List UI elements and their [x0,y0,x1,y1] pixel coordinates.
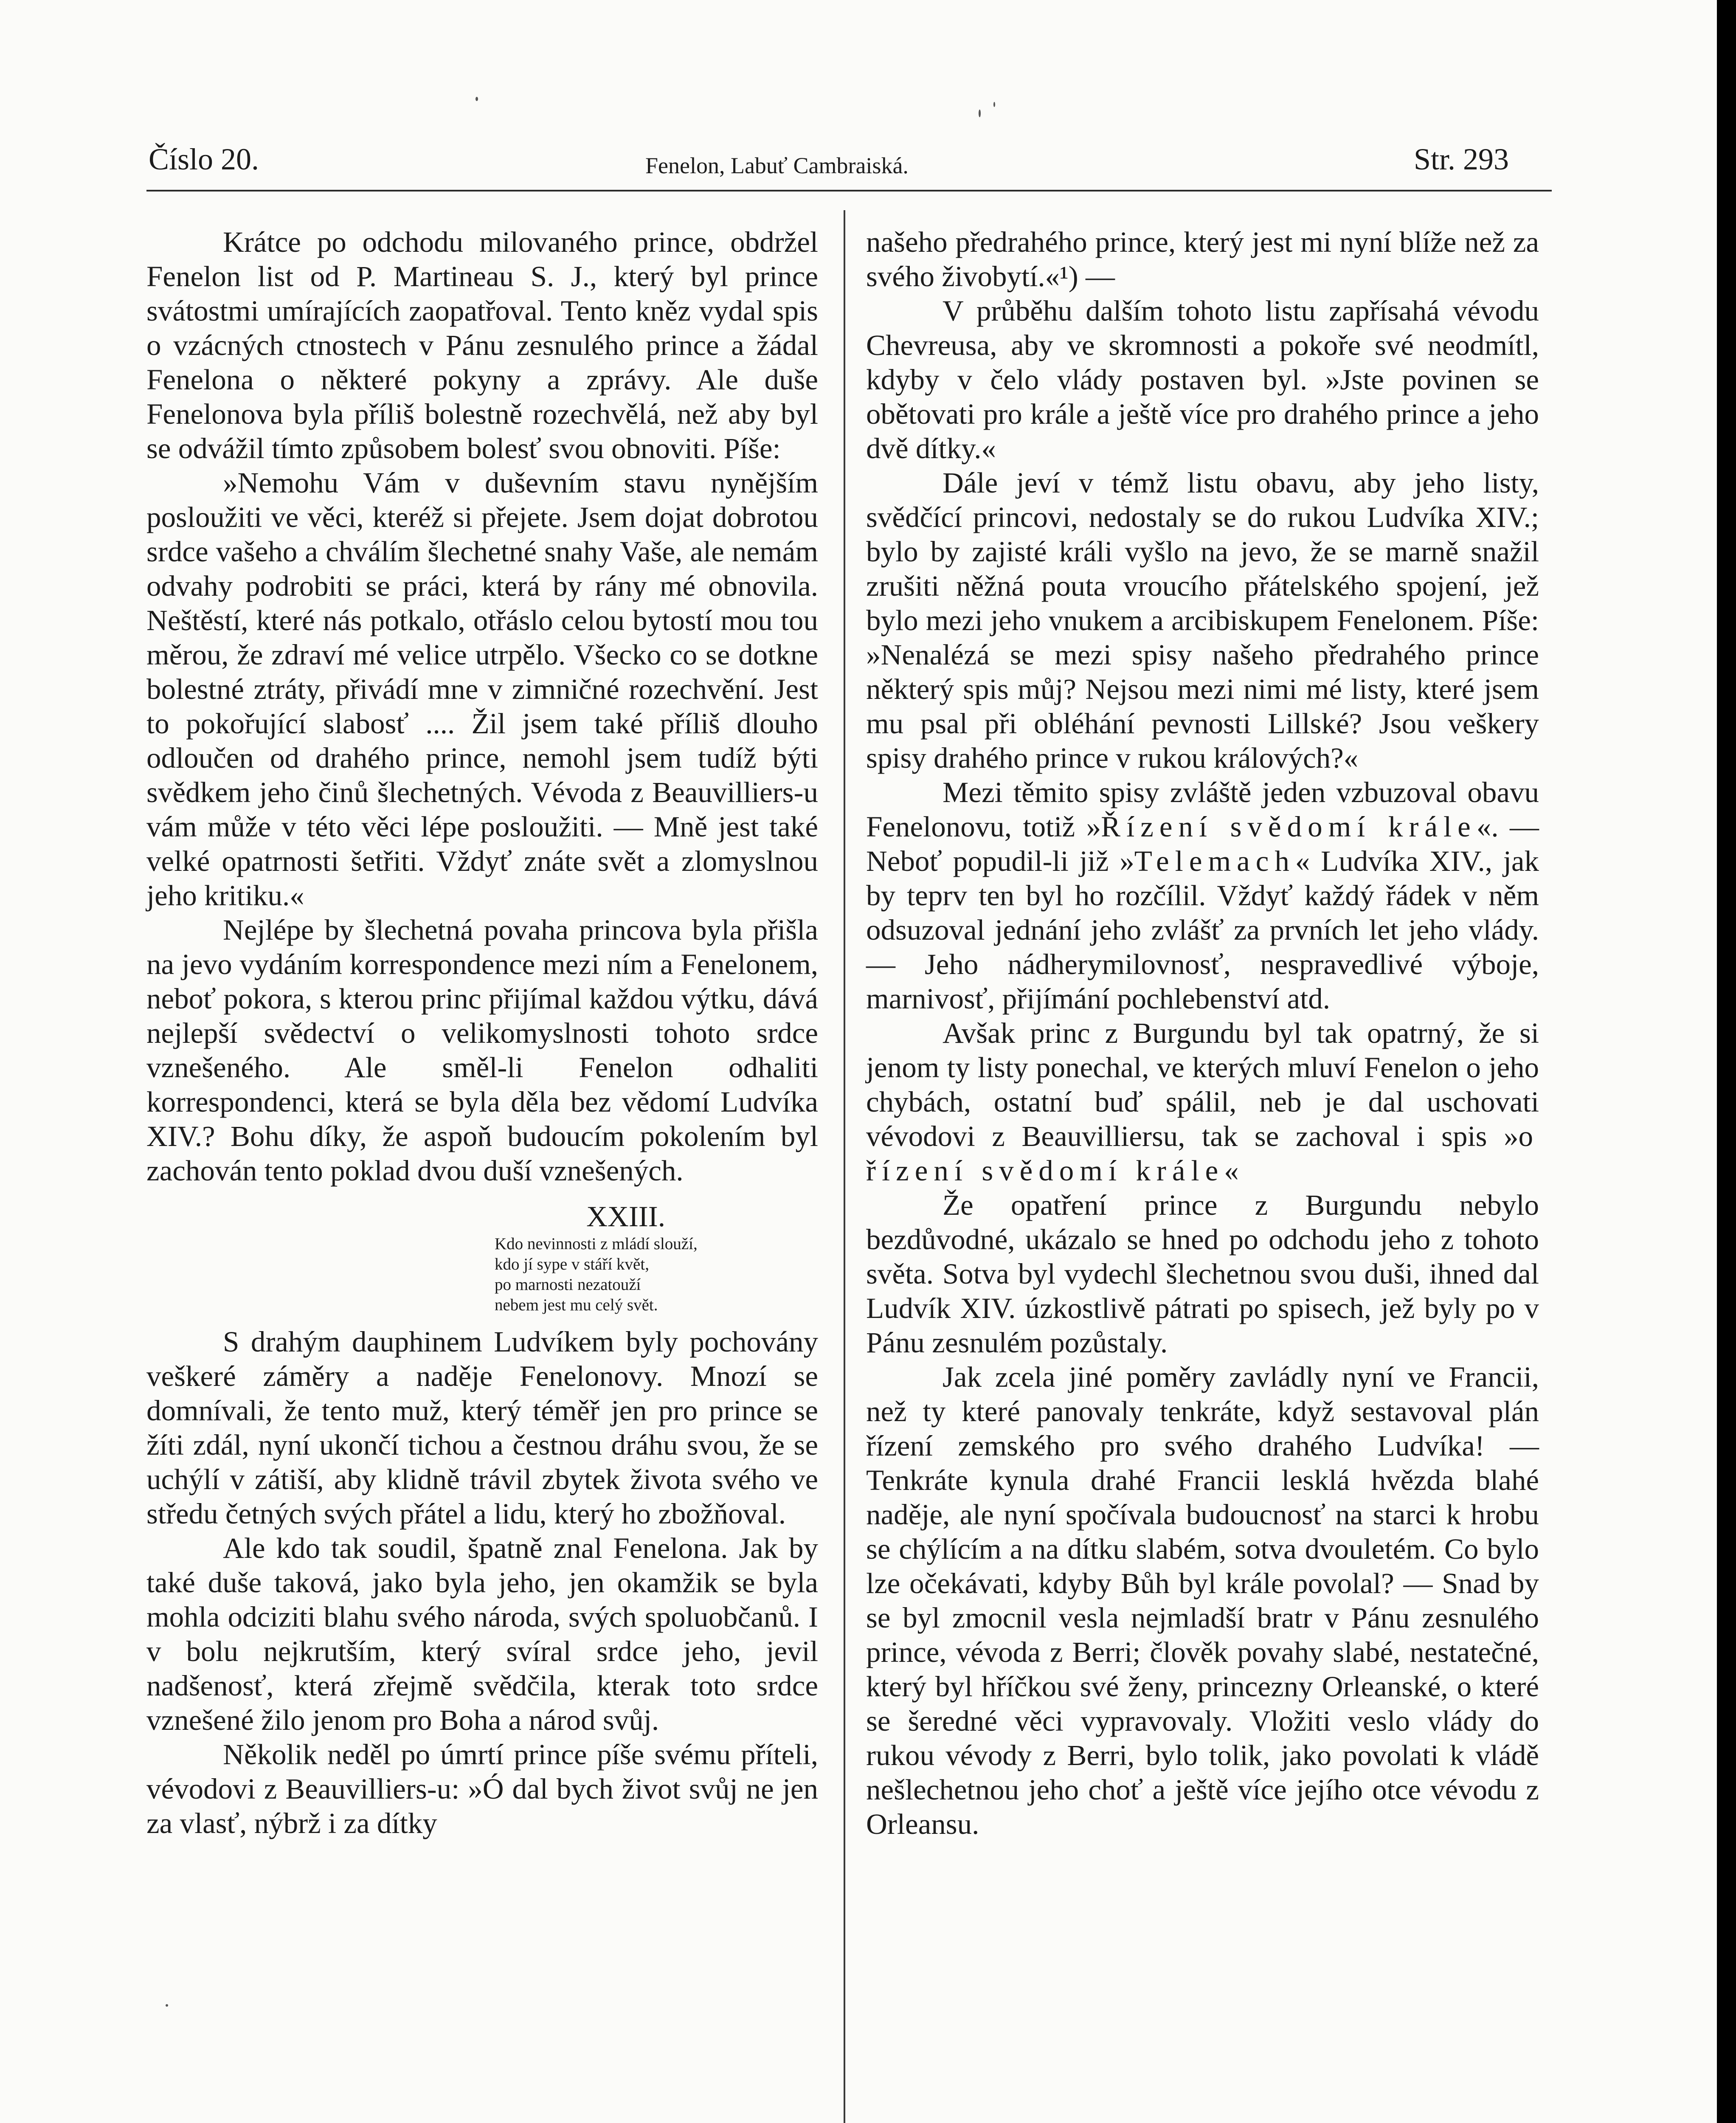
issue-number: Číslo 20. [149,142,259,176]
motto-line: nebem jest mu celý svět. [495,1296,658,1314]
motto-line: kdo jí sype v stáří květ, [495,1255,649,1273]
spaced-title: Telemach [1134,845,1295,877]
paragraph: našeho předrahého prince, který jest mi nyní blíže než za svého živobytí.«¹) — [866,226,1539,293]
paper-speck [476,97,478,101]
text-run: Avšak princ z Burgundu byl tak opatrný, že si jenom ty listy ponechal, ve kterých mluví Fenelon o jeho chybách, ostatní buď spálil, neb je dal uschovati vévodovi z Beauvilliersu, tak se zachoval i spis » [866,1017,1539,1152]
chapter-heading: XXIII. [586,1200,665,1233]
paragraph: Dále jeví v témž listu obavu, aby jeho listy, svědčící princovi, nedostaly se do rukou Ludvíka XIV.; bylo by zajisté králi vyšlo na jevo, že se marně snažil zrušiti něžná pouta vroucího přátelského spojení, jež bylo mezi jeho vnukem a arcibiskupem Fenelonem. Píše: »Nenalézá se mezi spisy našeho předrahého prince některý spis můj? Nejsou mezi nimi mé listy, které jsem mu psal při obléhání pevnosti Lillské? Jsou veškery spisy drahého prince v rukou králových?« [866,467,1539,774]
paragraph: Krátce po odchodu milovaného prince, obdržel Fenelon list od P. Martineau S. J., který byl prince svátostmi umírajících zaopatřoval. Tento kněz vydal spis o vzácných ctnostech v Pánu zesnulého prince a žádal Fenelona o některé pokyny a zprávy. Ale duše Fenelonova byla příliš bolestně rozechvělá, než aby byl se odvážil tímto způsobem bolesť svou obnoviti. Píše: [146,226,818,465]
motto-line: Kdo nevinnosti z mládí slouží, [495,1235,698,1253]
page-number: Str. 293 [1414,142,1509,176]
paragraph: »Nemohu Vám v duševním stavu nynějším posloužiti ve věci, kteréž si přejete. Jsem dojat dobrotou srdce vašeho a chválím šlechetné snahy Vaše, ale nemám odvahy podrobiti se práci, která by rány mé obnovila. Neštěstí, které nás potkalo, otřáslo celou bytostí mou tou měrou, že zdraví mé velice utrpělo. Všecko co se dotkne bolestné ztráty, přivádí mne v zimničné rozechvění. Jest to pokořující slabosť .... Žil jsem také příliš dlouho odloučen od drahého prince, nemohl jsem tudíž býti svědkem jeho činů šlechetných. Vévoda z Beauvilliers-u vám může v této věci lépe posloužiti. — Mně jest také velké opatrnosti šetřiti. Vždyť znáte svět a zlomyslnou jeho kritiku.« [146,467,818,912]
paper-speck [979,110,981,117]
paragraph: S drahým dauphinem Ludvíkem byly pochovány veškeré záměry a naděje Fenelonovy. Mnozí se domnívali, že tento muž, který téměř jen pro prince se žíti zdál, nyní ukončí tichou a čestnou dráhu svou, že se uchýlí v zátiší, aby klidně trávil zbytek života svého ve středu četných svých přátel a lidu, který ho zbožňoval. [146,1326,818,1530]
text-run: Mezi těmito spisy zvláště jeden vzbuzoval obavu Fenelonovu, totiž » [866,776,1539,843]
running-title: Fenelon, Labuť Cambraiská. [645,153,909,178]
paragraph: Nejlépe by šlechetná povaha princova byla přišla na jevo vydáním korrespondence mezi ním a Fenelonem, neboť pokora, s kterou princ přijímal každou výtku, dává nejlepší svědectví o velikomyslnosti tohoto srdce vznešeného. Ale směl-li Fenelon odhaliti korrespondenci, která se byla děla bez vědomí Ludvíka XIV.? Bohu díky, že aspoň budoucím pokolením byl zachován tento poklad dvou duší vznešených. [146,914,818,1187]
chapter-motto [146,1234,818,1315]
text-run: « [1224,1154,1239,1187]
motto-line: po marnosti nezatouží [495,1275,641,1294]
text-run: « Ludvíka XIV., jak by teprv ten byl ho rozčílil. Vždyť každý řádek v něm odsuzoval jednání jeho zvlášť za prvních let jeho vlády. — Jeho nádherymilovnosť, nespravedlivé výboje, marnivosť, přijímání pochlebenství atd. [866,845,1539,1015]
column-divider [844,210,845,2123]
right-column [866,225,1539,1841]
paragraph: Že opatření prince z Burgundu nebylo bezdůvodné, ukázalo se hned po odchodu jeho z tohoto světa. Sotva byl vydechl šlechetnou svou duši, ihned dal Ludvík XIV. úzkostlivě pátrati po spisech, jež byly po v Pánu zesnulém pozůstaly. [866,1189,1539,1359]
paper-speck [166,2004,168,2007]
left-column [146,225,818,1841]
spaced-title: Řízení svědomí krále [1101,811,1477,843]
text-run: «. — Neboť popudil-li již » [866,811,1539,877]
paragraph [866,775,1539,1016]
spaced-title: o řízení svědomí krále [866,1120,1539,1187]
header-rule [146,190,1552,191]
paragraph [866,1016,1539,1188]
paragraph: Ale kdo tak soudil, špatně znal Fenelona. Jak by také duše taková, jako byla jeho, jen okamžik se byla mohla odciziti blahu svého národa, svých spoluobčanů. I v bolu nejkrutším, který svíral srdce jeho, jevil nadšenosť, která zřejmě svědčila, kterak toto srdce vznešené žilo jenom pro Boha a národ svůj. [146,1532,818,1736]
paper-speck [993,102,995,107]
paragraph: Jak zcela jiné poměry zavládly nyní ve Francii, než ty které panovaly tenkráte, když sestavoval plán řízení zemského pro svého drahého Ludvíka! — Tenkráte kynula drahé Francii lesklá hvězda blahé naděje, ale nyní spočívala budoucnosť na starci k hrobu se chýlícím a na dítku slabém, sotva dvouletém. Co bylo lze očekávati, kdyby Bůh byl krále povolal? — Snad by se byl zmocnil vesla nejmladší bratr v Pánu zesnulého prince, vévoda z Berri; člověk povahy slabé, nestatečné, který byl hříčkou své ženy, princezny Orleanské, o které se šeredné věci vypravovaly. Vložiti veslo vlády do rukou vévody z Berri, bylo tolik, jako povolati k vládě nešlechetnou jeho choť a ještě více jejího otce vévodu z Orleansu. [866,1361,1539,1840]
paragraph: Několik neděl po úmrtí prince píše svému příteli, vévodovi z Beauvilliers-u: »Ó dal bych život svůj ne jen za vlasť, nýbrž i za dítky [146,1738,818,1839]
paragraph: V průběhu dalším tohoto listu zapřísahá vévodu Chevreusa, aby ve skromnosti a pokoře své neodmítl, kdyby v čelo vlády postaven byl. »Jste povinen se obětovati pro krále a ještě více pro drahého prince a jeho dvě dítky.« [866,295,1539,465]
